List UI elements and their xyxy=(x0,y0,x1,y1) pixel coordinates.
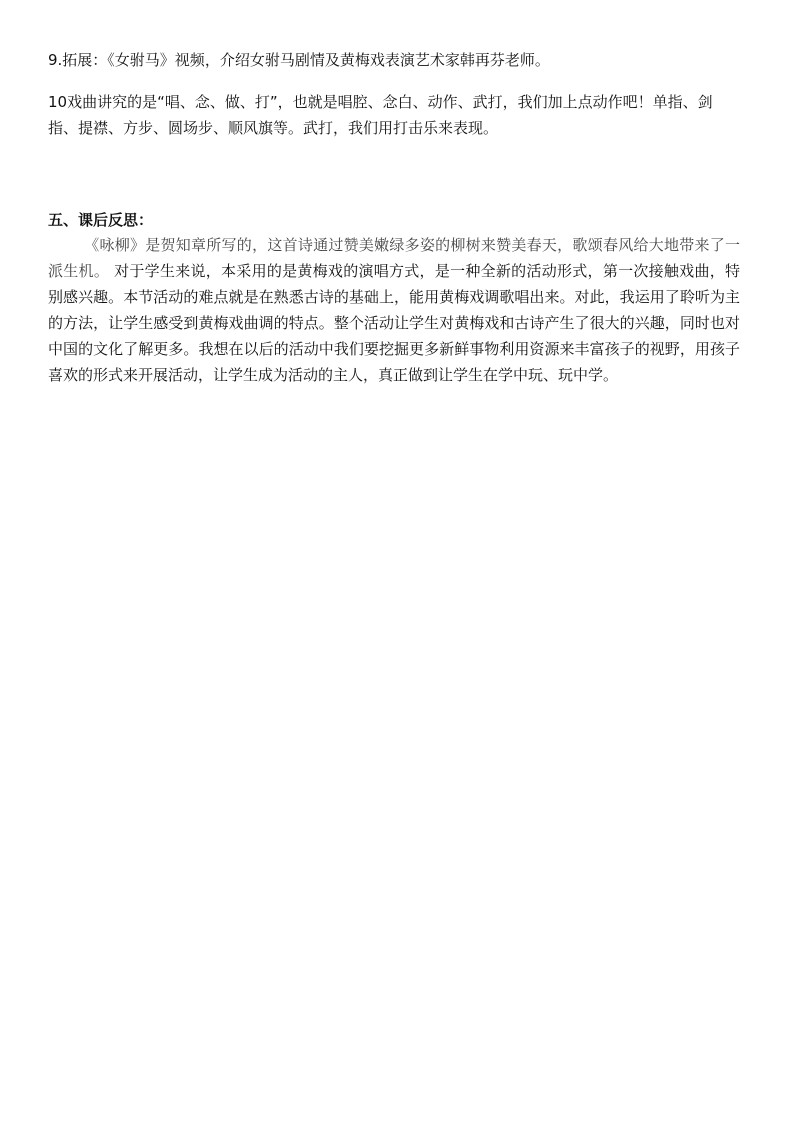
reflection-intro: 《咏柳》是贺知章所写的，这首诗通过赞美嫩绿多姿的柳树来赞美春天，歌颂春风给大地带来了一派生机。 xyxy=(48,236,740,280)
reflection-body: 对于学生来说，本采用的是黄梅戏的演唱方式，是一种全新的活动形式，第一次接触戏曲，特别感兴趣。本节活动的难点就是在熟悉古诗的基础上，能用黄梅戏调歌唱出来。对此，我运用了聆听为主的方法，让学生感受到黄梅戏曲调的特点。整个活动让学生对黄梅戏和古诗产生了很大的兴趣，同时也对中国的文化了解更多。我想在以后的活动中我们要挖掘更多新鲜事物利用资源来丰富孩子的视野，用孩子喜欢的形式来开展活动，让学生成为活动的主人，真正做到让学生在学中玩、玩中学。 xyxy=(48,262,740,384)
section-heading: 五、课后反思： xyxy=(48,211,154,229)
item-9-text: 9.拓展：《女驸马》视频，介绍女驸马剧情及黄梅戏表演艺术家韩再芬老师。 xyxy=(48,51,550,69)
reflection-paragraph xyxy=(48,232,740,388)
item-10-text: 10戏曲讲究的是“唱、念、做、打”，也就是唱腔、念白、动作、武打，我们加上点动作吧！单指、剑指、提襟、方步、圆场步、顺风旗等。武打，我们用打击乐来表现。 xyxy=(48,93,713,137)
